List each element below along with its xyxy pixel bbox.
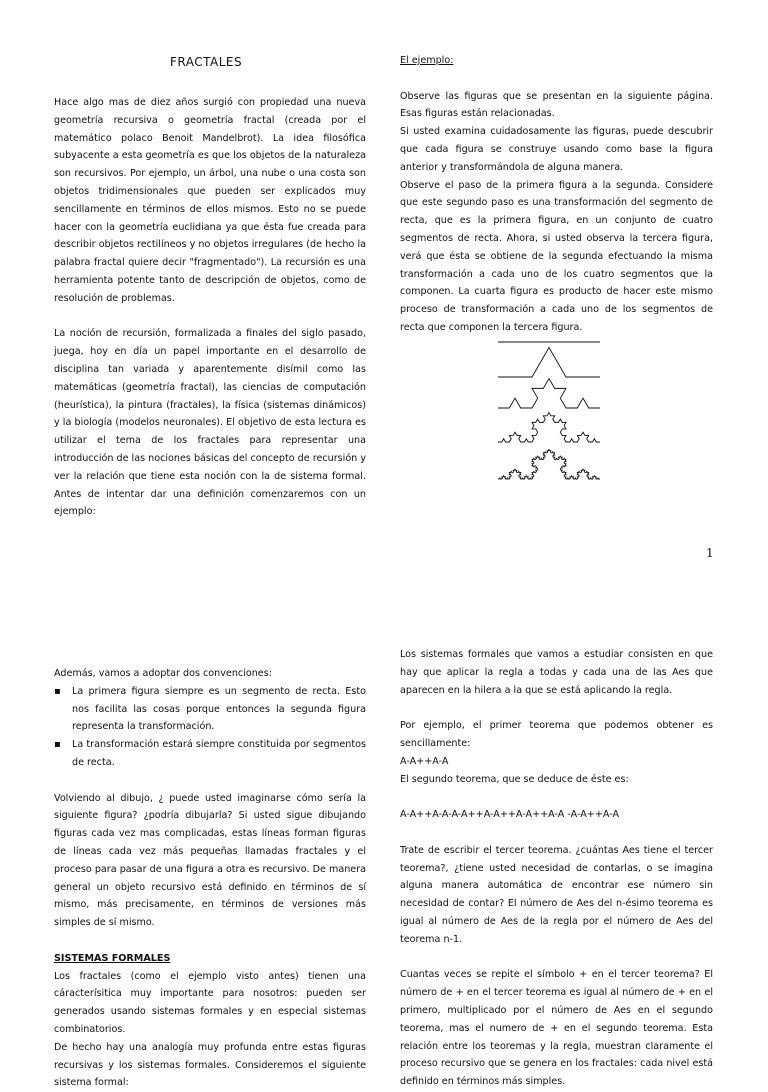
koch-level-3 — [498, 413, 600, 442]
page-title: FRACTALES — [170, 55, 243, 69]
example-paragraph-2: Si usted examina cuidadosamente las figuras, puede descubrir que cada figura se construye usando como base la figura anterior y transformándola de alguna manera. — [400, 126, 713, 173]
right-column-page2 — [400, 646, 713, 1091]
first-theorem-paragraph: Por ejemplo, el primer teorema que podemos obtener es sencillamente: — [400, 720, 713, 749]
section-heading: SISTEMAS FORMALES — [54, 952, 171, 964]
left-column-page2 — [54, 665, 366, 1092]
formal-rule-paragraph: Los sistemas formales que vamos a estudiar consisten en que hay que aplicar la regla a todas y cada una de las Aes que aparecen en la hilera a la que se está aplicando la regla. — [400, 649, 713, 696]
example-paragraph-1: Observe las figuras que se presentan en la siguiente página. Esas figuras están relacionadas. — [400, 90, 713, 120]
intro-paragraph: Hace algo mas de diez años surgió con propiedad una nueva geometría recursiva o geometría fractal (creada por el matemático polaco Benoit Mandelbrot). La idea filosófica subyacente a esta geometría es que los objetos de la naturaleza son recursivos. Por ejemplo, un árbol, una nube o una costa son objetos tridimensionales que pueden ser explicados muy sencillamente en términos de ellos mismos. Esto no se puede hacer con la geometría euclidiana ya que ésta fue creada para describir objetos rectilíneos y no objetos irregulares (de hecho la palabra fractal quiere decir "fragmentado"). La recursión es una herramienta potente tanto de descripción de objetos, como de resolución de problemas. — [54, 97, 366, 304]
conventions-list — [54, 683, 366, 772]
third-theorem-paragraph: Trate de escribir el tercer teorema. ¿cuántas Aes tiene el tercer teorema?, ¿tiene usted necesidad de contarlas, o se imagina alguna manera automática de encontrar ese número sin necesidad de contar? El número de Aes del n-ésimo teorema es igual al número de Aes de la regla por el número de Aes del teorema n-1. — [400, 844, 713, 945]
example-heading: El ejemplo: — [400, 55, 454, 66]
recursion-paragraph: La noción de recursión, formalizada a finales del siglo pasado, juega, hoy en día un papel importante en el desarrollo de disciplina tan variada y aparentemente disímil como las matemáticas (geometría fractal), las ciencias de computación (heurística), la pintura (fractales), la física (sistemas dinámicos) y la biología (modelos neuronales). El objetivo de esta lectura es utilizar el tema de los fractales para representar una introducción de las nociones básicas del concepto de recursión y ver la relación que tiene esta noción con la de sistema formal. Antes de intentar dar una definición comenzaremos con un ejemplo: — [54, 328, 366, 518]
drawing-paragraph: Volviendo al dibujo, ¿ puede usted imaginarse cómo sería la siguiente figura? ¿podría dibujarla? Si usted sigue dibujando figuras cada vez mas complicadas, estas líneas forman figuras de líneas cada vez más pequeñas llamadas fractales y el proceso para pasar de una figura a otra es recursivo. De manera general un objeto recursivo está definido en términos de sí mismo, más precisamente, en términos de versiones más simples de sí mismo. — [54, 792, 366, 929]
theorem-2: A-A++A-A-A-A++A-A++A-A++A-A -A-A++A-A — [400, 809, 620, 821]
left-column-page1 — [54, 94, 366, 521]
koch-level-2 — [498, 379, 600, 408]
list-item: ▪ La transformación estará siempre constituida por segmentos de recta. — [54, 736, 366, 772]
second-theorem-paragraph: El segundo teorema, que se deduce de éste es: — [400, 773, 629, 785]
example-paragraph-3: Observe el paso de la primera figura a la segunda. Considere que este segundo paso es una transformación del segmento de recta, que es la primera figura, en un conjunto de cuatro segmentos de recta. Ahora, si usted observa la tercera figura, verá que ésta se obtiene de la segunda efectuando la misma transformación a cada uno de los cuatro segmentos que la componen. La cuarta figura es producto de hacer este mismo proceso de transformación a cada uno de los segmentos de recta que componen la tercera figura. — [400, 179, 713, 333]
theorem-1: A-A++A-A — [400, 755, 449, 767]
koch-level-4 — [498, 450, 600, 479]
conventions-intro: Además, vamos a adoptar dos convenciones: — [54, 668, 272, 679]
koch-level-1 — [498, 348, 600, 377]
formal-systems-paragraph-2: De hecho hay una analogía muy profunda entre estas figuras recursivas y los sistemas formales. Consideremos el siguiente sistema formal: — [54, 1041, 366, 1089]
koch-figures — [496, 334, 612, 484]
page-number: 1 — [706, 546, 714, 560]
plus-count-paragraph: Cuantas veces se repite el símbolo + en el tercer teorema? El número de + en el tercer teorema es igual al número de + en el primero, multiplicado por el número de Aes en el segundo teorema, mas el numero de + en el segundo teorema. Esta relación entre los teoremas y la regla, muestran claramente el proceso recursivo que se genera en los fractales: cada nivel está definido en términos más simples. — [400, 969, 713, 1088]
list-item: ▪ La primera figura siempre es un segmento de recta. Esto nos facilita las cosas porque entonces la segunda figura representa la transformación. — [54, 683, 366, 736]
right-column-page1 — [400, 52, 713, 337]
formal-systems-paragraph-1: Los fractales (como el ejemplo visto antes) tienen una cáracterísitica muy importante para nosotros: pueden ser generados usando sistemas formales y en especial sistemas combinatorios. — [54, 970, 366, 1035]
